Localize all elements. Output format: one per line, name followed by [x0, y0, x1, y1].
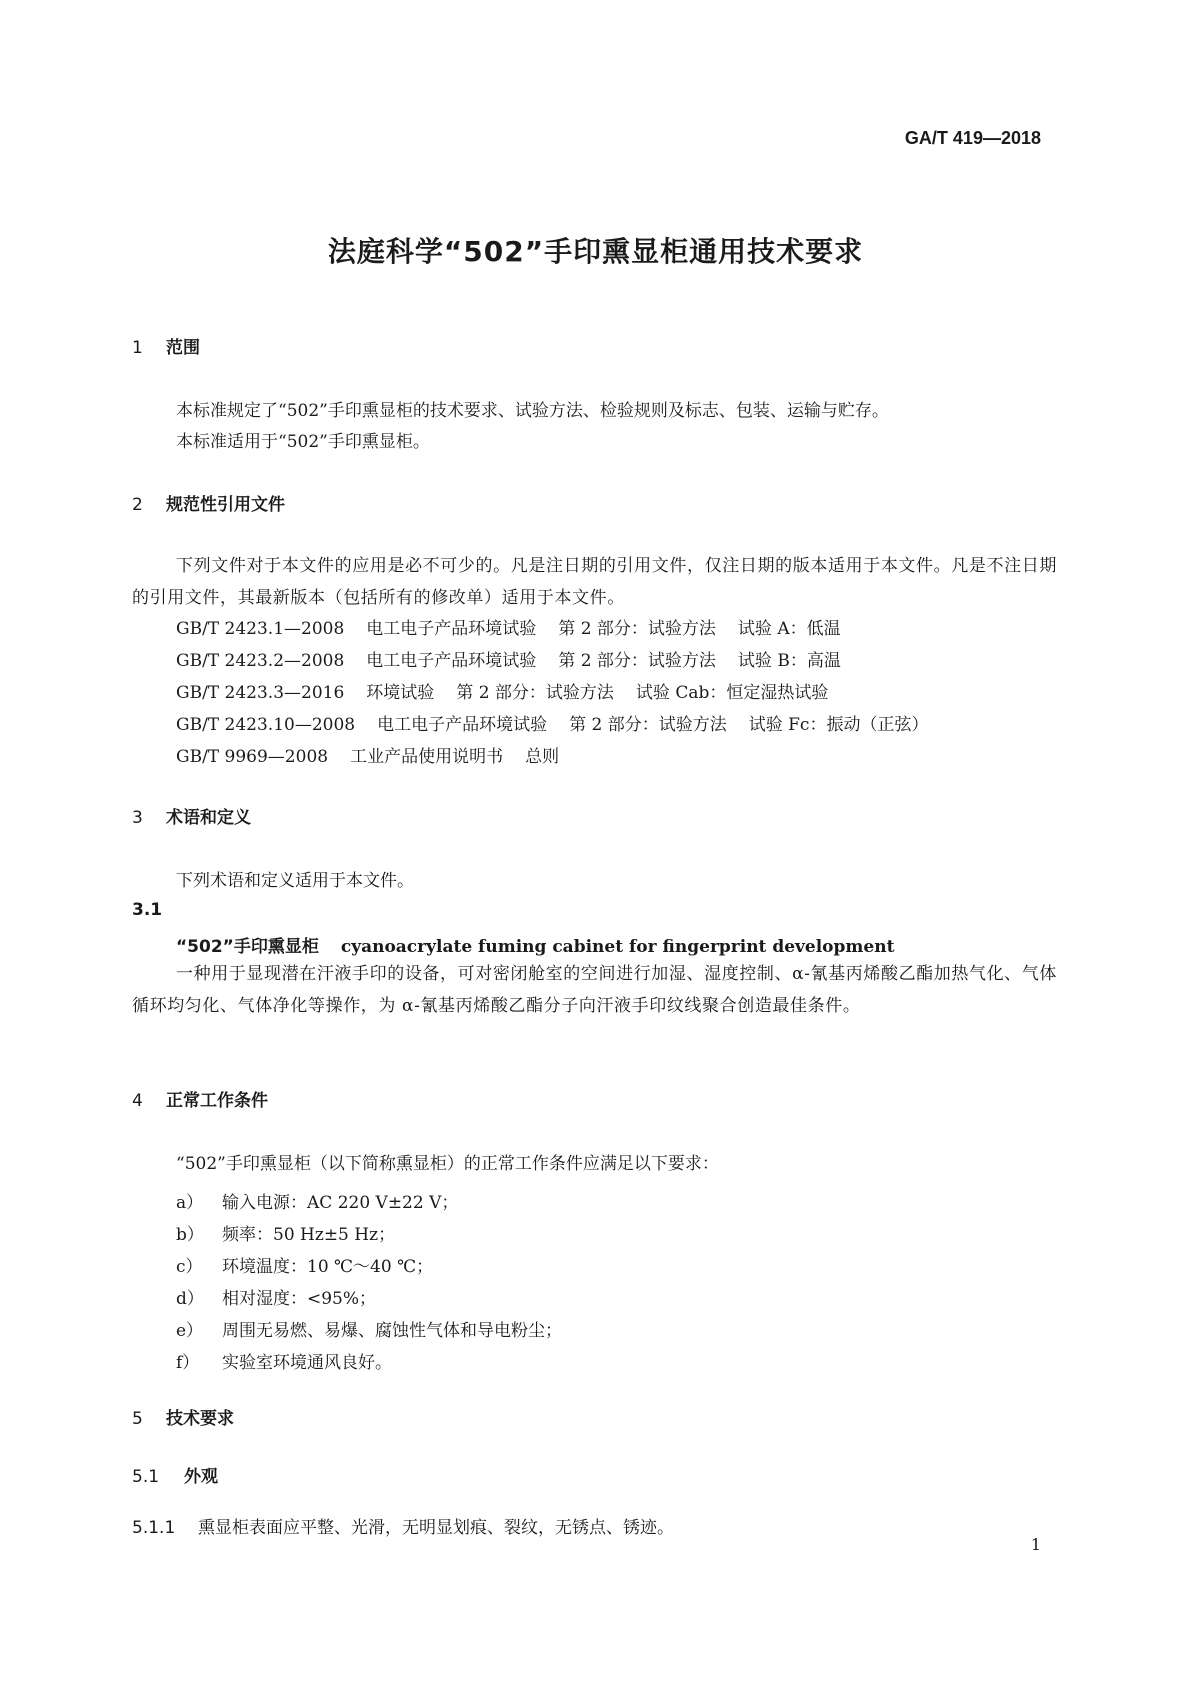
condition-item	[176, 1316, 562, 1341]
term-entry	[176, 932, 894, 957]
section-number: 2	[132, 495, 143, 515]
item-label: f）	[176, 1353, 200, 1373]
section-title: 范围	[166, 338, 200, 358]
condition-item	[176, 1284, 376, 1309]
reference-part: 总则	[525, 747, 560, 767]
reference-part: 第 2 部分：试验方法	[456, 683, 614, 703]
reference-title: 环境试验	[366, 683, 435, 703]
subsection-title: 外观	[184, 1467, 218, 1487]
item-label: d）	[176, 1289, 204, 1309]
item-text: 输入电源：AC 220 V±22 V；	[222, 1193, 459, 1213]
subsection-number: 5.1	[132, 1467, 160, 1487]
terms-intro: 下列术语和定义适用于本文件。	[176, 871, 414, 891]
reference-test: 试验 Cab：恒定湿热试验	[635, 683, 829, 703]
item-label: c）	[176, 1257, 203, 1277]
reference-code: GB/T 2423.1—2008	[176, 619, 345, 639]
term-definition: 一种用于显现潜在汗液手印的设备，可对密闭舱室的空间进行加湿、湿度控制、α-氰基丙烯酸乙酯加热气化、气体循环均匀化、气体净化等操作，为 α-氰基丙烯酸乙酯分子向汗液手印纹线聚合创造最佳条件。	[132, 964, 1057, 1016]
subsection-5-1-heading	[132, 1462, 218, 1487]
section-3-heading	[132, 803, 251, 828]
condition-item	[176, 1348, 392, 1373]
conditions-intro: “502”手印熏显柜（以下简称熏显柜）的正常工作条件应满足以下要求：	[176, 1154, 719, 1174]
reference-part: 第 2 部分：试验方法	[558, 651, 716, 671]
section-2-heading	[132, 490, 285, 515]
section-title: 正常工作条件	[166, 1091, 268, 1111]
reference-title: 电工电子产品环境试验	[366, 619, 537, 639]
reference-item	[176, 645, 1056, 677]
item-text: 相对湿度：<95%；	[222, 1289, 377, 1309]
section-title: 术语和定义	[166, 808, 251, 828]
condition-item	[176, 1220, 395, 1245]
item-label: b）	[176, 1225, 204, 1245]
document-title: 法庭科学“502”手印熏显柜通用技术要求	[327, 235, 864, 268]
reference-code: GB/T 2423.3—2016	[176, 683, 345, 703]
reference-title: 电工电子产品环境试验	[377, 715, 548, 735]
clause-text: 熏显柜表面应平整、光滑，无明显划痕、裂纹，无锈点、锈迹。	[198, 1518, 674, 1538]
reference-test: 试验 A：低温	[737, 619, 841, 639]
clause-number: 5.1.1	[132, 1518, 176, 1538]
reference-item	[176, 613, 1056, 645]
reference-title: 工业产品使用说明书	[350, 747, 504, 767]
term-chinese: “502”手印熏显柜	[176, 937, 319, 957]
reference-item	[176, 741, 1056, 773]
reference-part: 第 2 部分：试验方法	[558, 619, 716, 639]
condition-item	[176, 1252, 433, 1277]
section-title: 规范性引用文件	[166, 495, 285, 515]
reference-item	[176, 709, 1056, 741]
section-5-heading	[132, 1404, 234, 1429]
reference-code: GB/T 2423.10—2008	[176, 715, 356, 735]
item-text: 周围无易燃、易爆、腐蚀性气体和导电粉尘；	[222, 1321, 562, 1341]
section-number: 1	[132, 338, 143, 358]
item-label: e）	[176, 1321, 204, 1341]
reference-part: 第 2 部分：试验方法	[569, 715, 727, 735]
section-number: 3	[132, 808, 143, 828]
reference-test: 试验 B：高温	[737, 651, 841, 671]
section-title: 技术要求	[166, 1409, 234, 1429]
reference-test: 试验 Fc：振动（正弦）	[748, 715, 929, 735]
section-1-heading	[132, 333, 200, 358]
reference-code: GB/T 2423.2—2008	[176, 651, 345, 671]
condition-item	[176, 1188, 458, 1213]
term-english: cyanoacrylate fuming cabinet for fingerprint development	[340, 937, 895, 957]
item-text: 频率：50 Hz±5 Hz；	[222, 1225, 396, 1245]
term-number: 3.1	[132, 900, 163, 920]
section-number: 5	[132, 1409, 143, 1429]
reference-code: GB/T 9969—2008	[176, 747, 329, 767]
item-text: 实验室环境通风良好。	[222, 1353, 392, 1373]
item-label: a）	[176, 1193, 204, 1213]
normative-references-intro: 下列文件对于本文件的应用是必不可少的。凡是注日期的引用文件，仅注日期的版本适用于本文件。凡是不注日期的引用文件，其最新版本（包括所有的修改单）适用于本文件。	[132, 556, 1057, 608]
scope-paragraph-1: 本标准规定了“502”手印熏显柜的技术要求、试验方法、检验规则及标志、包装、运输与贮存。	[176, 401, 889, 421]
scope-paragraph-2: 本标准适用于“502”手印熏显柜。	[176, 432, 430, 452]
reference-title: 电工电子产品环境试验	[366, 651, 537, 671]
clause-5-1-1	[132, 1512, 1057, 1544]
section-4-heading	[132, 1086, 268, 1111]
standard-code: GA/T 419—2018	[904, 128, 1041, 148]
section-number: 4	[132, 1091, 143, 1111]
item-text: 环境温度：10 ℃～40 ℃；	[222, 1257, 434, 1277]
page-number: 1	[1030, 1535, 1041, 1554]
reference-item	[176, 677, 1056, 709]
